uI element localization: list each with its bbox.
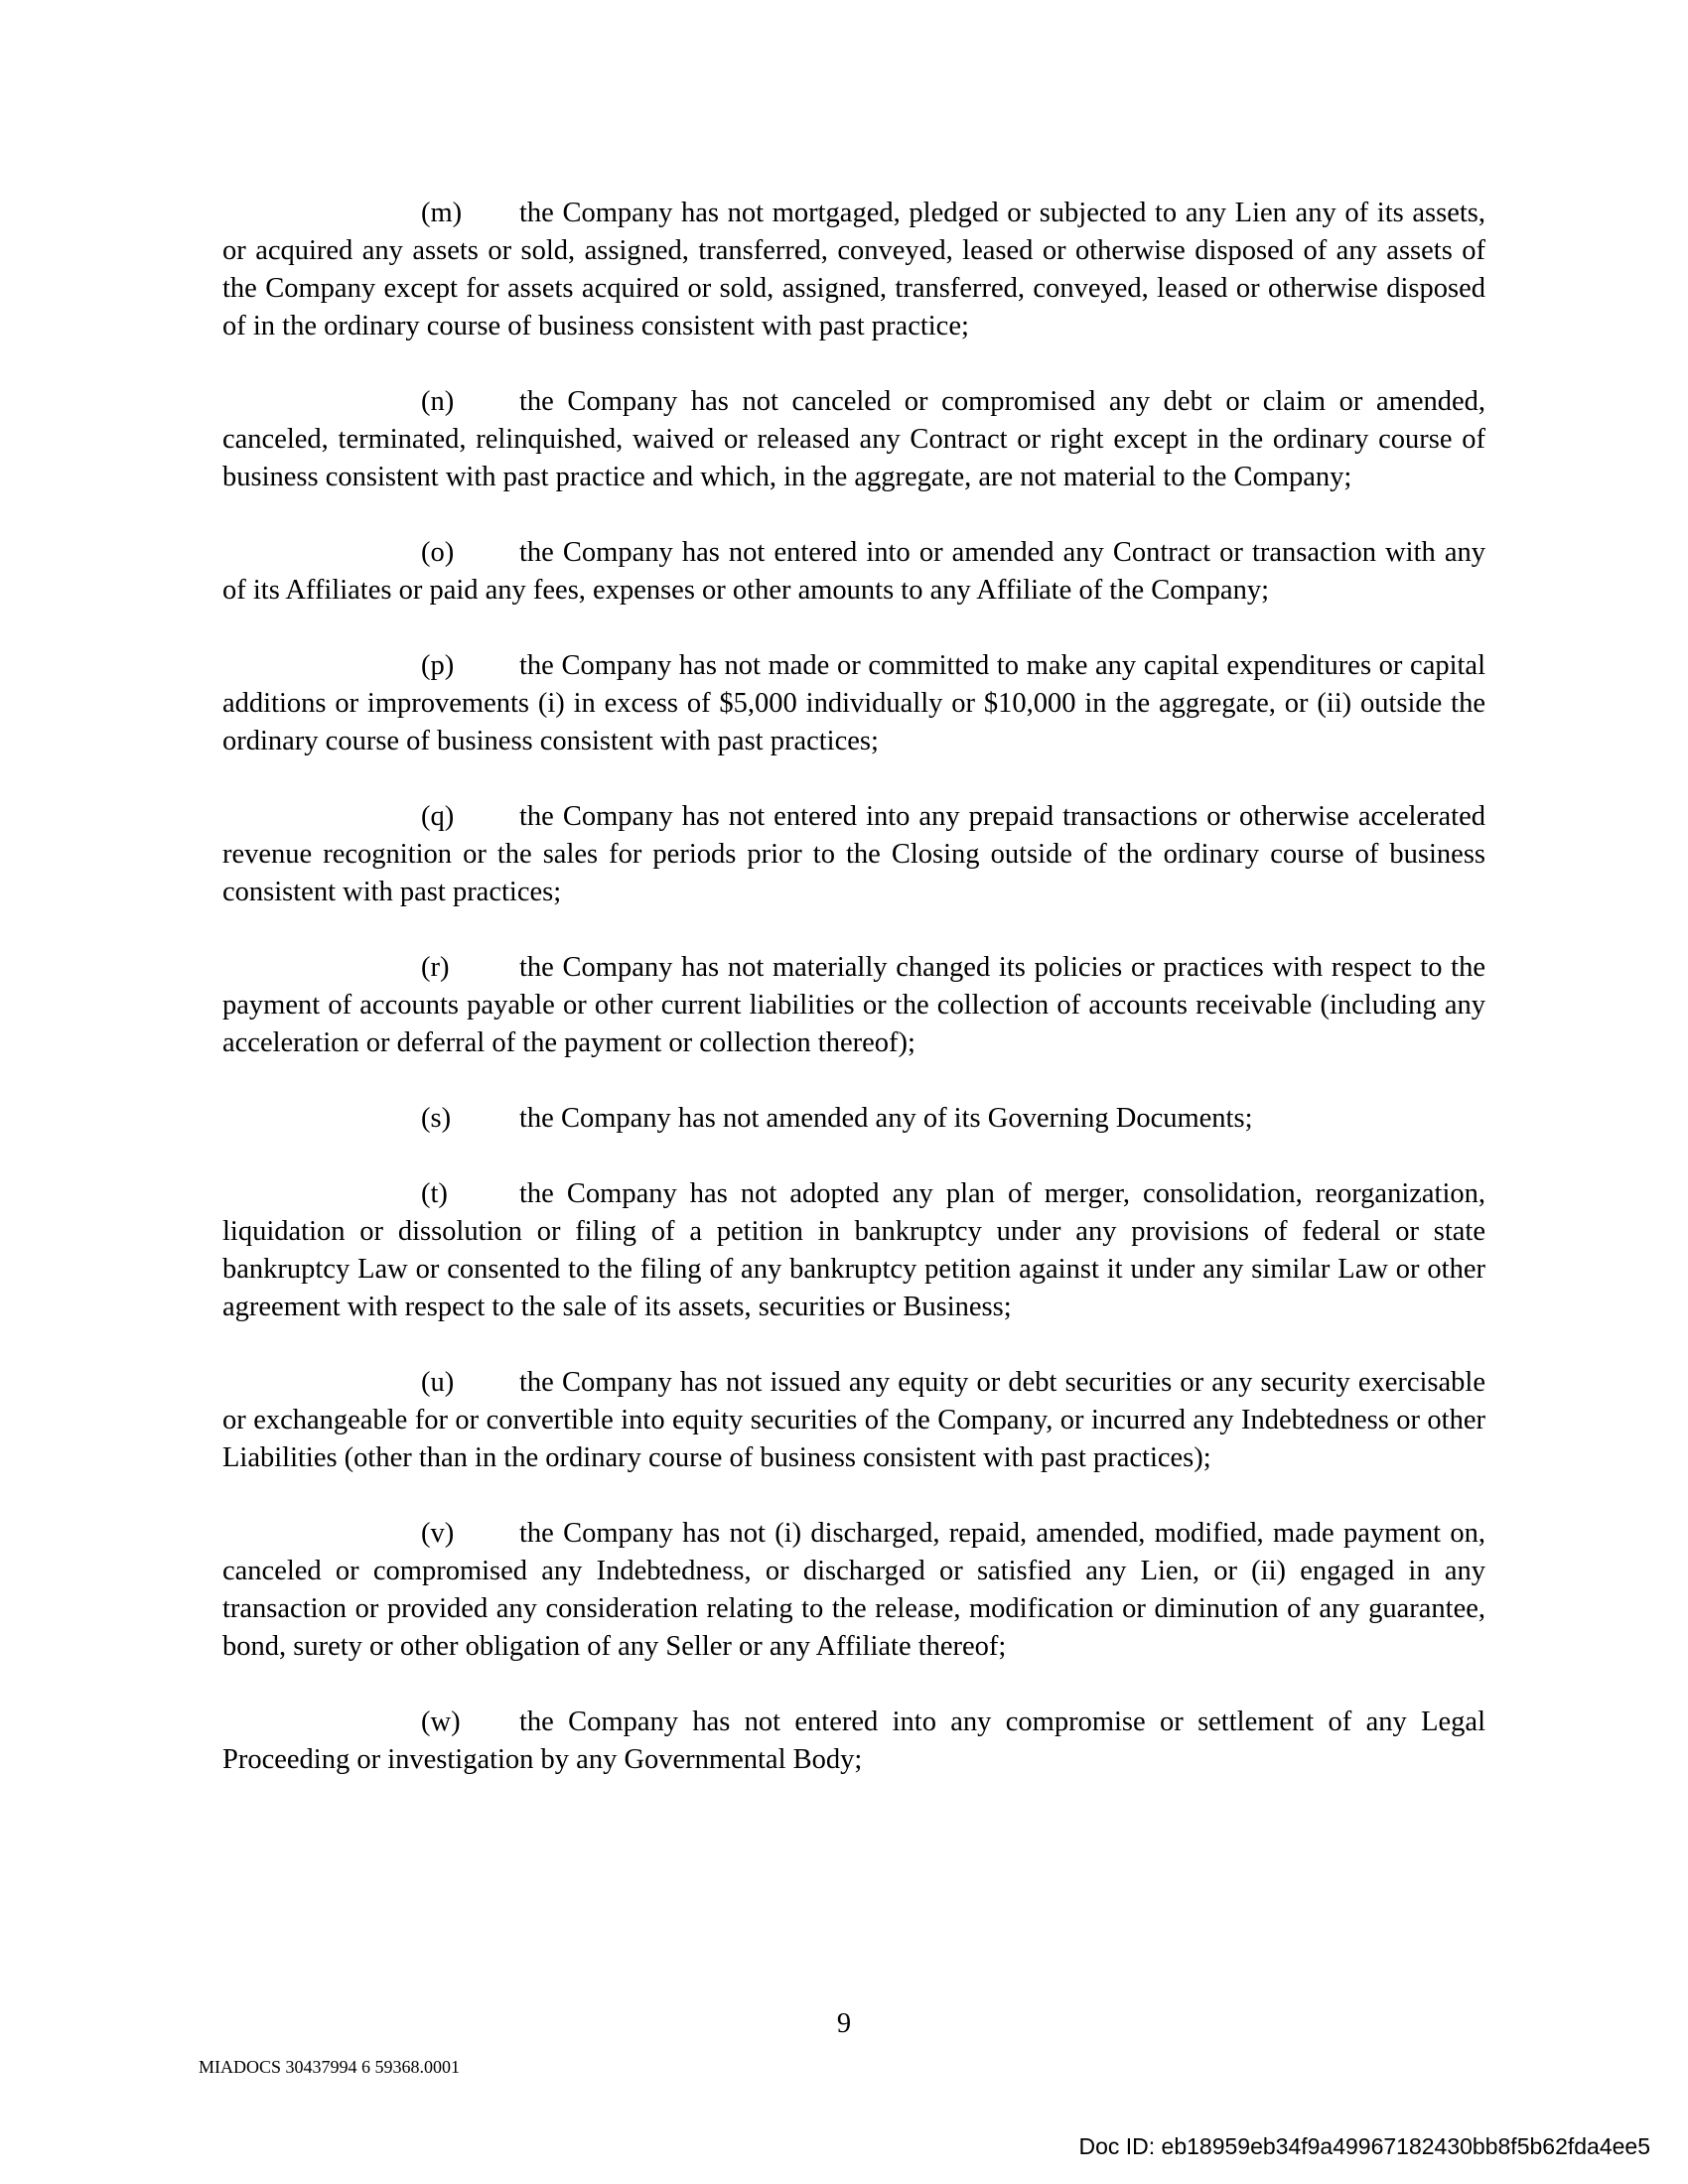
clause-label: (n) (421, 386, 455, 417)
clause-label: (t) (421, 1178, 448, 1209)
clause-q (222, 798, 1485, 911)
clause-m (222, 195, 1485, 345)
clause-label: (m) (421, 198, 463, 228)
clause-text: the Company has not amended any of its Governing Documents; (519, 1103, 1253, 1134)
clause-text: the Company has not adopted any plan of merger, consolidation, reorganization, liquidation or dissolution or filing of a petition in bankruptcy under any provisions of federal or state bankruptcy Law or consented to the filing of any bankruptcy petition against it under any similar Law or other agreement with respect to the sale of its assets, securities or Business; (222, 1178, 1485, 1322)
clause-label: (u) (421, 1367, 455, 1398)
clause-v (222, 1515, 1485, 1666)
clause-text: the Company has not entered into or amended any Contract or transaction with any of its Affiliates or paid any fees, expenses or other amounts to any Affiliate of the Company; (222, 537, 1485, 606)
clause-text: the Company has not made or committed to make any capital expenditures or capital additions or improvements (i) in excess of $5,000 individually or $10,000 in the aggregate, or (ii) outside the ordinary course of business consistent with past practices; (222, 650, 1485, 756)
clause-label: (r) (421, 952, 450, 983)
clause-p (222, 647, 1485, 760)
clause-w (222, 1704, 1485, 1779)
clause-r (222, 949, 1485, 1062)
clause-label: (q) (421, 801, 455, 832)
clause-text: the Company has not issued any equity or debt securities or any security exercisable or exchangeable for or convertible into equity securities of the Company, or incurred any Indebtedness or other Liabilities (other than in the ordinary course of business consistent with past practices); (222, 1367, 1485, 1473)
clause-label: (w) (421, 1706, 461, 1737)
document-reference: MIADOCS 30437994 6 59368.0001 (199, 2057, 461, 2077)
clause-text: the Company has not mortgaged, pledged or subjected to any Lien any of its assets, or acquired any assets or sold, assigned, transferred, conveyed, leased or otherwise disposed of any assets of the Company except for assets acquired or sold, assigned, transferred, conveyed, leased or otherwise disposed of in the ordinary course of business consistent with past practice; (222, 198, 1485, 341)
document-body (222, 195, 1485, 1817)
clause-text: the Company has not entered into any compromise or settlement of any Legal Proceeding or investigation by any Governmental Body; (222, 1706, 1485, 1775)
clause-t (222, 1175, 1485, 1326)
clause-text: the Company has not materially changed its policies or practices with respect to the payment of accounts payable or other current liabilities or the collection of accounts receivable (including any acceleration or deferral of the payment or collection thereof); (222, 952, 1485, 1058)
clause-text: the Company has not (i) discharged, repaid, amended, modified, made payment on, canceled or compromised any Indebtedness, or discharged or satisfied any Lien, or (ii) engaged in any transaction or provided any consideration relating to the release, modification or diminution of any guarantee, bond, surety or other obligation of any Seller or any Affiliate thereof; (222, 1518, 1485, 1662)
clause-text: the Company has not entered into any prepaid transactions or otherwise accelerated revenue recognition or the sales for periods prior to the Closing outside of the ordinary course of business consistent with past practices; (222, 801, 1485, 907)
clause-label: (s) (421, 1103, 452, 1134)
clause-s (222, 1100, 1485, 1138)
clause-o (222, 534, 1485, 610)
page-number: 9 (836, 2008, 852, 2039)
clause-label: (v) (421, 1518, 455, 1549)
clause-u (222, 1364, 1485, 1477)
clause-text: the Company has not canceled or compromised any debt or claim or amended, canceled, terminated, relinquished, waived or released any Contract or right except in the ordinary course of business consistent with past practice and which, in the aggregate, are not material to the Company; (222, 386, 1485, 492)
clause-n (222, 383, 1485, 496)
clause-label: (o) (421, 537, 455, 568)
document-id-stamp: Doc ID: eb18959eb34f9a49967182430bb8f5b62fda4ee5 (1078, 2133, 1650, 2159)
clause-label: (p) (421, 650, 455, 681)
